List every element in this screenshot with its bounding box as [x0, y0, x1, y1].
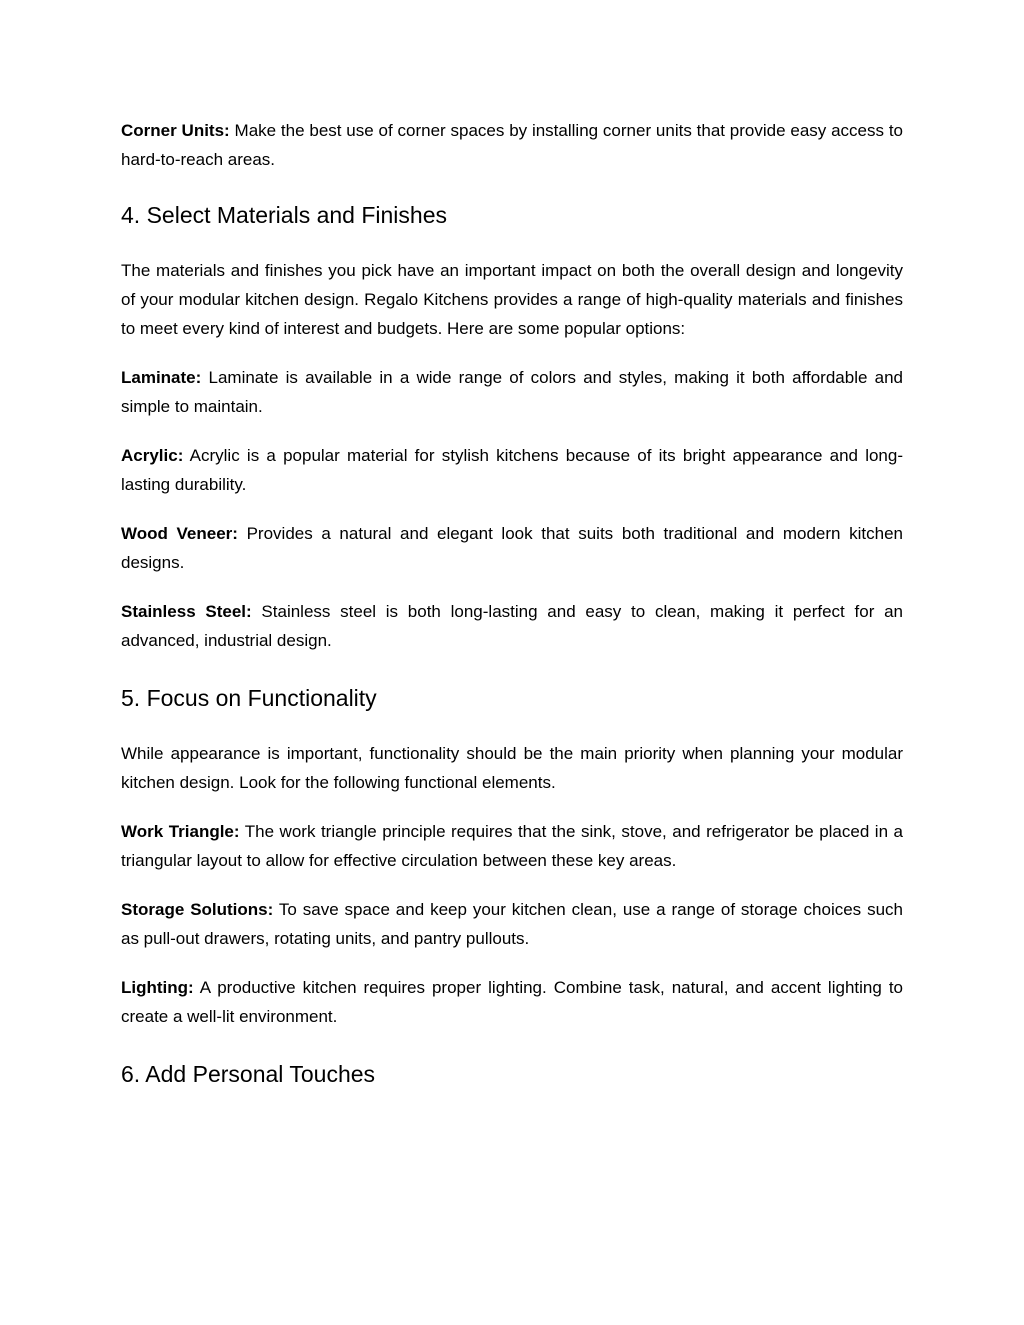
stainless-steel-paragraph [121, 597, 903, 655]
lighting-paragraph [121, 973, 903, 1031]
laminate-text: Laminate is available in a wide range of colors and styles, making it both affordable and simple to maintain. [121, 368, 903, 416]
acrylic-paragraph [121, 441, 903, 499]
lighting-text: A productive kitchen requires proper lighting. Combine task, natural, and accent lighting to create a well-lit environment. [121, 978, 903, 1026]
document-page [121, 116, 903, 1115]
laminate-term: Laminate: [121, 368, 202, 387]
stainless-steel-text: Stainless steel is both long-lasting and easy to clean, making it perfect for an advanced, industrial design. [121, 602, 904, 650]
stainless-steel-term: Stainless Steel: [121, 602, 252, 621]
corner-units-text: Make the best use of corner spaces by installing corner units that provide easy access to hard-to-reach areas. [121, 121, 903, 169]
storage-solutions-term: Storage Solutions: [121, 900, 274, 919]
wood-veneer-paragraph [121, 519, 903, 577]
work-triangle-text: The work triangle principle requires that the sink, stove, and refrigerator be placed in a triangular layout to allow for effective circulation between these key areas. [121, 822, 903, 870]
lighting-term: Lighting: [121, 978, 194, 997]
section-5-intro: While appearance is important, functionality should be the main priority when planning your modular kitchen design. Look for the following functional elements. [121, 744, 903, 792]
acrylic-term: Acrylic: [121, 446, 184, 465]
section-4-intro: The materials and finishes you pick have an important impact on both the overall design and longevity of your modular kitchen design. Regalo Kitchens provides a range of high-quality materials and finishes to meet every kind of interest and budgets. Here are some popular options: [121, 261, 903, 338]
work-triangle-term: Work Triangle: [121, 822, 240, 841]
storage-solutions-paragraph [121, 895, 903, 953]
corner-units-term: Corner Units: [121, 121, 230, 140]
work-triangle-paragraph [121, 817, 903, 875]
corner-units-paragraph [121, 116, 903, 174]
section-5-heading: 5. Focus on Functionality [121, 685, 377, 711]
wood-veneer-term: Wood Veneer: [121, 524, 238, 543]
section-4-heading: 4. Select Materials and Finishes [121, 202, 447, 228]
laminate-paragraph [121, 363, 903, 421]
wood-veneer-text: Provides a natural and elegant look that suits both traditional and modern kitchen designs. [121, 524, 903, 572]
section-6-heading: 6. Add Personal Touches [121, 1061, 376, 1087]
storage-solutions-text: To save space and keep your kitchen clean, use a range of storage choices such as pull-out drawers, rotating units, and pantry pullouts. [121, 900, 903, 948]
acrylic-text: Acrylic is a popular material for stylish kitchens because of its bright appearance and long-lasting durability. [121, 446, 903, 494]
